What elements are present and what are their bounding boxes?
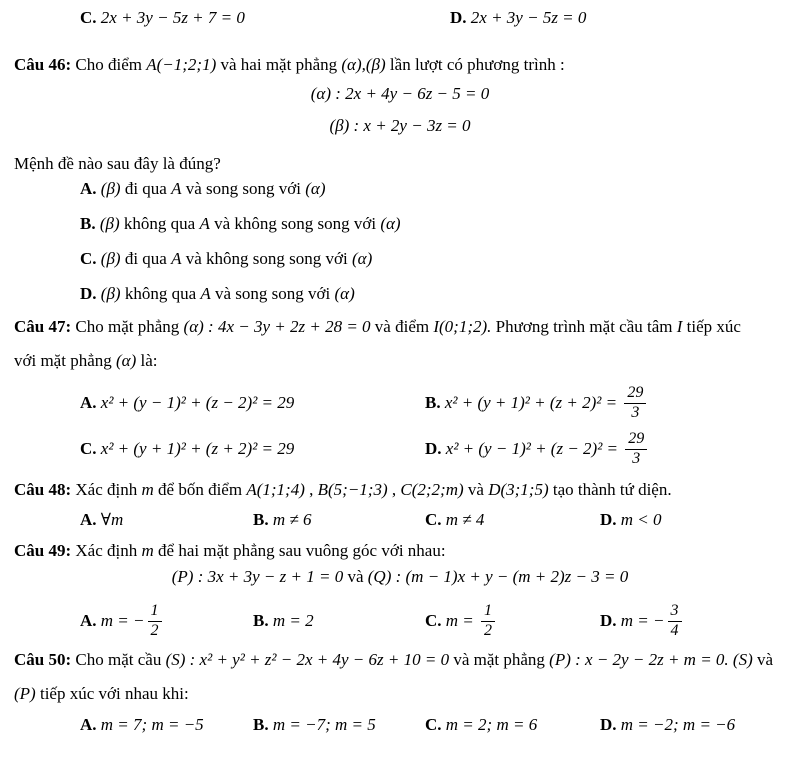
question-49-options-row bbox=[80, 597, 786, 645]
question-46-option-b: B. (β) không qua A và không song song với (α) bbox=[80, 214, 401, 233]
fraction: $\frac{3}{4}$ bbox=[668, 602, 682, 640]
question-50-options-row bbox=[80, 715, 786, 735]
question-47-options-row1 bbox=[80, 379, 786, 427]
question-48-option-c: C. m ≠ 4 bbox=[425, 510, 485, 529]
prev-question-options-row bbox=[80, 8, 786, 28]
question-47-options-row2 bbox=[80, 425, 786, 473]
question-49-option-c: C. m = $\frac{1}{2}$ bbox=[425, 597, 600, 645]
question-49-option-b: B. m = 2 bbox=[253, 611, 314, 630]
question-47-option-c: C. x² + (y + 1)² + (z + 2)² = 29 bbox=[80, 439, 295, 458]
question-46-prompt: Mệnh đề nào sau đây là đúng? bbox=[14, 154, 221, 173]
question-48-intro: Câu 48: Xác định m để bốn điểm A(1;1;4) , B(5;−1;3) , C(2;2;m) và D(3;1;5) tạo thành tứ diện. bbox=[14, 480, 672, 499]
question-50-option-c: C. m = 2; m = 6 bbox=[425, 715, 538, 734]
question-46-intro: Câu 46: Cho điểm A(−1;2;1) và hai mặt phẳng (α),(β) lần lượt có phương trình : bbox=[14, 55, 565, 74]
question-48-option-d: D. m < 0 bbox=[600, 510, 662, 529]
question-46-equation-beta: (β) : x + 2y − 3z = 0 bbox=[329, 116, 471, 135]
question-48-option-b: B. m ≠ 6 bbox=[253, 510, 312, 529]
question-46-equation-alpha: (α) : 2x + 4y − 6z − 5 = 0 bbox=[310, 84, 490, 103]
question-48-options-row bbox=[80, 510, 786, 530]
question-49-option-d: D. m = − $\frac{3}{4}$ bbox=[600, 597, 786, 645]
question-50-option-a: A. m = 7; m = −5 bbox=[80, 715, 204, 734]
question-47-option-d: D. x² + (y − 1)² + (z − 2)² = $\frac{29}{3}$ bbox=[425, 425, 786, 473]
question-49-intro: Câu 49: Xác định m để hai mặt phẳng sau vuông góc với nhau: bbox=[14, 541, 446, 560]
prev-option-c: C. 2x + 3y − 5z + 7 = 0 bbox=[80, 8, 245, 27]
prev-option-d: D. 2x + 3y − 5z = 0 bbox=[450, 8, 587, 27]
question-46-option-d: D. (β) không qua A và song song với (α) bbox=[80, 284, 355, 303]
question-50-intro-line2: (P) tiếp xúc với nhau khi: bbox=[14, 684, 189, 703]
question-46-option-c: C. (β) đi qua A và không song song với (α) bbox=[80, 249, 373, 268]
question-49-equation: (P) : 3x + 3y − z + 1 = 0 và (Q) : (m − 1)x + y − (m + 2)z − 3 = 0 bbox=[171, 567, 629, 586]
fraction: $\frac{1}{2}$ bbox=[148, 602, 162, 640]
question-47-option-a: A. x² + (y − 1)² + (z − 2)² = 29 bbox=[80, 393, 295, 412]
question-50-option-b: B. m = −7; m = 5 bbox=[253, 715, 376, 734]
question-48-option-a: A. ∀m bbox=[80, 510, 124, 529]
question-49-option-a: A. m = − $\frac{1}{2}$ bbox=[80, 597, 253, 645]
question-47-intro-line1: Câu 47: Cho mặt phẳng (α) : 4x − 3y + 2z + 28 = 0 và điểm I(0;1;2). Phương trình mặt cầu tâm I tiếp xúc bbox=[14, 317, 741, 336]
fraction: $\frac{29}{3}$ bbox=[624, 384, 646, 422]
question-47-option-b: B. x² + (y + 1)² + (z + 2)² = $\frac{29}{3}$ bbox=[425, 379, 786, 427]
question-47-intro-line2: với mặt phẳng (α) là: bbox=[14, 351, 158, 370]
question-46-option-a: A. (β) đi qua A và song song với (α) bbox=[80, 179, 326, 198]
fraction: $\frac{1}{2}$ bbox=[481, 602, 495, 640]
fraction: $\frac{29}{3}$ bbox=[625, 430, 647, 468]
question-50-intro-line1: Câu 50: Cho mặt cầu (S) : x² + y² + z² − 2x + 4y − 6z + 10 = 0 và mặt phẳng (P) : x − 2y − 2z + m = 0. (S) và bbox=[14, 650, 774, 669]
question-50-option-d: D. m = −2; m = −6 bbox=[600, 715, 736, 734]
